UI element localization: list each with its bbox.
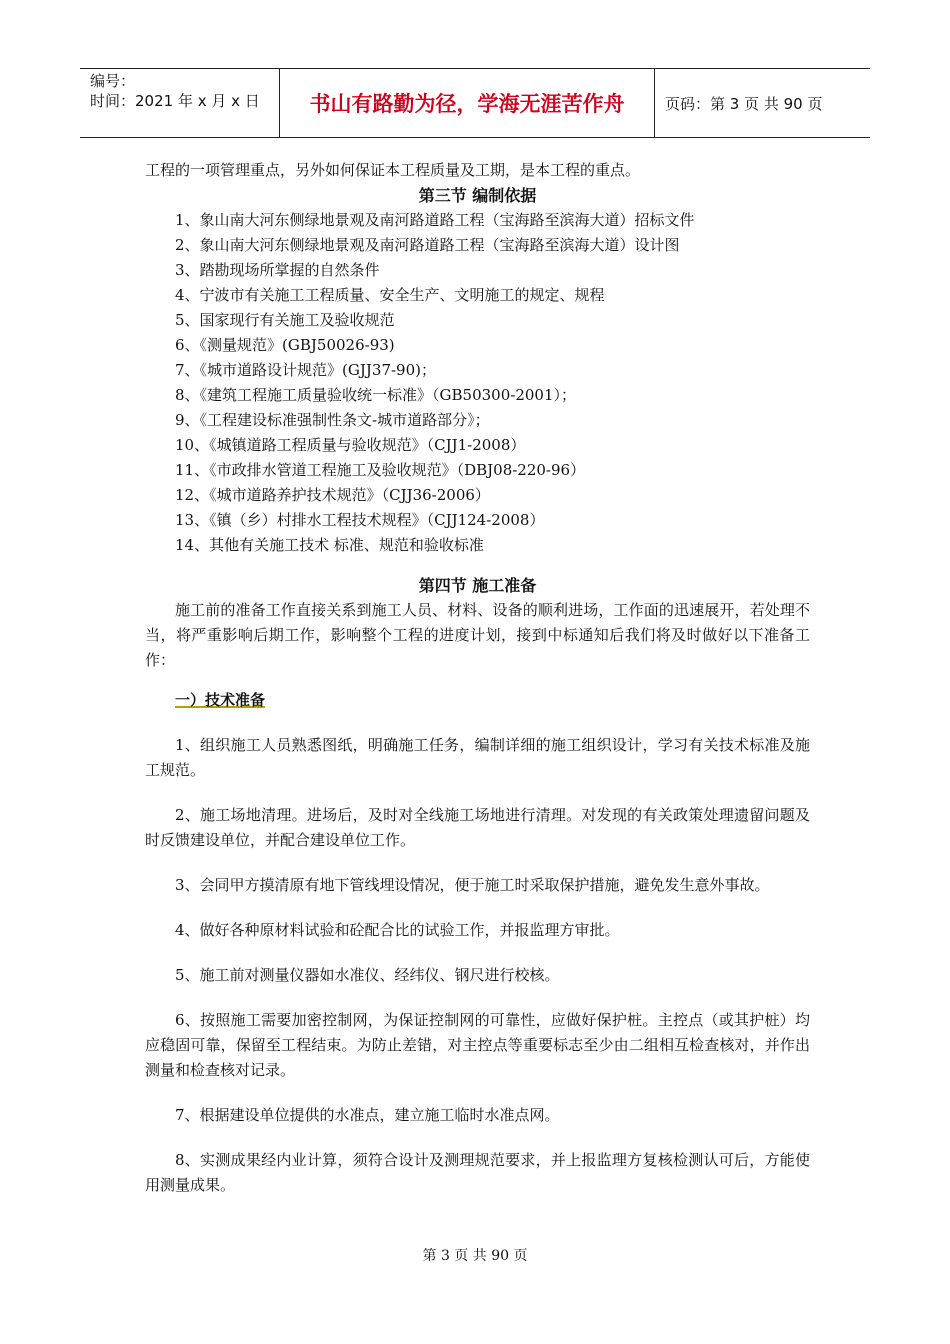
- list-item: 4、宁波市有关施工工程质量、安全生产、文明施工的规定、规程: [175, 286, 605, 304]
- list-item: 9、《工程建设标准强制性条文-城市道路部分》；: [175, 411, 490, 429]
- list-item: 7、《城市道路设计规范》(GJJ37-90)；: [175, 361, 436, 379]
- list-item: 13、《镇（乡）村排水工程技术规程》（CJJ124-2008）: [175, 511, 545, 529]
- number-label: 编号：: [90, 72, 136, 90]
- header-page-label: 页码：第 3 页 共 90 页: [665, 94, 823, 113]
- list-item: 1、象山南大河东侧绿地景观及南河路道路工程（宝海路至滨海大道）招标文件: [175, 211, 695, 229]
- paragraph: 5、施工前对测量仪器如水准仪、经纬仪、钢尺进行校核。: [175, 966, 560, 984]
- list-item: 2、象山南大河东侧绿地景观及南河路道路工程（宝海路至滨海大道）设计图: [175, 236, 680, 254]
- list-item: 10、《城镇道路工程质量与验收规范》（CJJ1-2008）: [175, 436, 526, 454]
- list-item: 12、《城市道路养护技术规范》（CJJ36-2006）: [175, 486, 490, 504]
- paragraph: 7、根据建设单位提供的水准点，建立施工临时水准点网。: [175, 1106, 560, 1124]
- section3-title: 第三节 编制依据: [418, 186, 537, 205]
- page-header: [80, 68, 870, 138]
- header-slogan: 书山有路勤为径，学海无涯苦作舟: [280, 69, 655, 137]
- section3-list: [145, 208, 810, 558]
- list-item: 5、国家现行有关施工及验收规范: [175, 311, 395, 329]
- paragraph: 2、施工场地清理。进场后，及时对全线施工场地进行清理。对发现的有关政策处理遗留问题及时反馈建设单位，并配合建设单位工作。: [145, 806, 810, 849]
- paragraph: 8、实测成果经内业计算，须符合设计及测理规范要求，并上报监理方复核检测认可后，方能使用测量成果。: [145, 1151, 810, 1194]
- page-footer: 第 3 页 共 90 页: [422, 1248, 528, 1264]
- subheading-label: 一）技术准备: [175, 691, 266, 709]
- document-body: [145, 158, 810, 1198]
- list-item: 11、《市政排水管道工程施工及验收规范》（DBJ08-220-96）: [175, 461, 586, 479]
- paragraph: 1、组织施工人员熟悉图纸，明确施工任务，编制详细的施工组织设计，学习有关技术标准及施工规范。: [145, 736, 810, 779]
- subheading-technical: [145, 688, 810, 713]
- section4-intro: 施工前的准备工作直接关系到施工人员、材料、设备的顺利进场，工作面的迅速展开，若处理不当，将严重影响后期工作，影响整个工程的进度计划，接到中标通知后我们将及时做好以下准备工作：: [145, 601, 810, 669]
- section4-title: 第四节 施工准备: [418, 576, 537, 595]
- list-item: 8、《建筑工程施工质量验收统一标准》（GB50300-2001）；: [175, 386, 577, 404]
- list-item: 14、其他有关施工技术 标准、规范和验收标准: [175, 536, 484, 554]
- paragraph: 6、按照施工需要加密控制网，为保证控制网的可靠性，应做好保护桩。主控点（或其护桩）均应稳固可靠，保留至工程结束。为防止差错，对主控点等重要标志至少由二组相互检查核对，并作出测量和检查核对记录。: [145, 1011, 810, 1079]
- list-item: 3、踏勘现场所掌握的自然条件: [175, 261, 380, 279]
- list-item: 6、《测量规范》(GBJ50026-93): [175, 336, 395, 354]
- paragraph: 3、会同甲方摸清原有地下管线埋设情况，便于施工时采取保护措施，避免发生意外事故。: [175, 876, 770, 894]
- intro-line: 工程的一项管理重点，另外如何保证本工程质量及工期，是本工程的重点。: [145, 161, 641, 179]
- header-meta: [80, 69, 280, 137]
- time-label: 时间：2021 年 x 月 x 日: [90, 92, 260, 110]
- paragraph: 4、做好各种原材料试验和砼配合比的试验工作，并报监理方审批。: [175, 921, 620, 939]
